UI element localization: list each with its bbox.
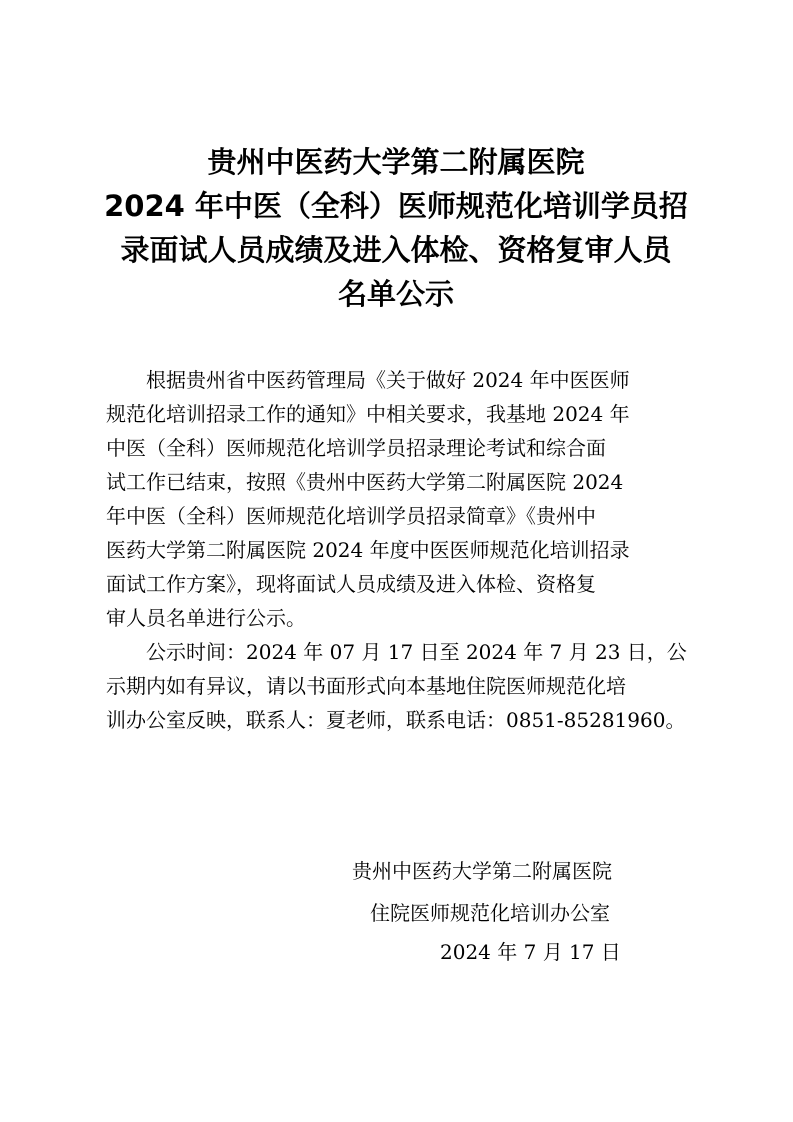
paragraph1-line-1: 根据贵州省中医药管理局《关于做好 2024 年中医医师 xyxy=(146,368,630,392)
document-title xyxy=(96,140,696,316)
signature-organization: 贵州中医药大学第二附属医院 xyxy=(352,859,612,883)
paragraph2-line-2: 示期内如有异议，请以书面形式向本基地住院医师规范化培 xyxy=(106,674,626,698)
paragraph2-line-3: 训办公室反映，联系人：夏老师，联系电话：0851-85281960。 xyxy=(106,708,686,732)
paragraph-notice xyxy=(106,363,706,635)
signature-office: 住院医师规范化培训办公室 xyxy=(370,901,610,925)
document-body xyxy=(106,363,706,737)
title-line-4: 名单公示 xyxy=(337,277,454,311)
paragraph1-line-4: 试工作已结束，按照《贵州中医药大学第二附属医院 2024 xyxy=(106,470,624,494)
paragraph-publicity-period xyxy=(106,635,706,737)
paragraph1-line-7: 面试工作方案》，现将面试人员成绩及进入体检、资格复 xyxy=(106,572,596,596)
signature-date: 2024 年 7 月 17 日 xyxy=(440,940,621,964)
paragraph1-line-5: 年中医（全科）医师规范化培训学员招录简章》《贵州中 xyxy=(106,504,596,528)
paragraph1-line-3: 中医（全科）医师规范化培训学员招录理论考试和综合面 xyxy=(106,436,606,460)
paragraph1-line-6: 医药大学第二附属医院 2024 年度中医医师规范化培训招录 xyxy=(106,538,630,562)
title-line-2: 2024 年中医（全科）医师规范化培训学员招 xyxy=(104,189,688,223)
paragraph1-line-2: 规范化培训招录工作的通知》中相关要求，我基地 2024 年 xyxy=(106,402,630,426)
title-line-1: 贵州中医药大学第二附属医院 xyxy=(207,145,585,179)
paragraph2-line-1: 公示时间：2024 年 07 月 17 日至 2024 年 7 月 23 日，公 xyxy=(146,640,687,664)
title-line-3: 录面试人员成绩及进入体检、资格复审人员 xyxy=(120,233,672,267)
paragraph1-line-8: 审人员名单进行公示。 xyxy=(106,606,306,630)
